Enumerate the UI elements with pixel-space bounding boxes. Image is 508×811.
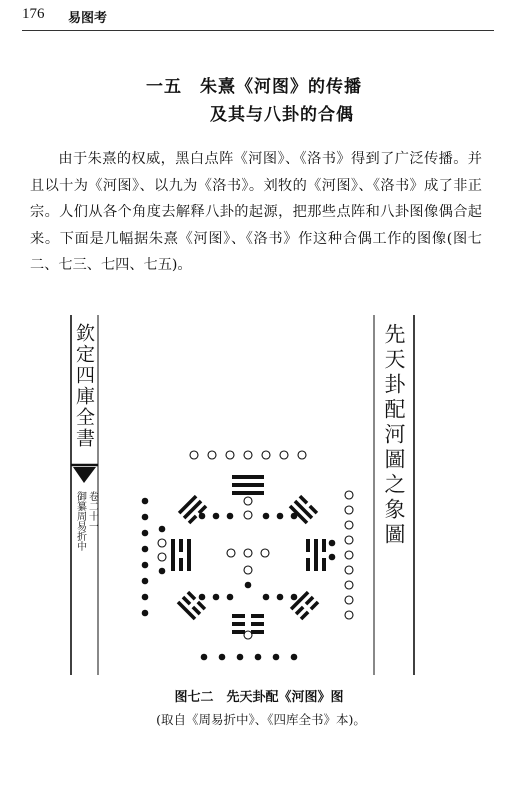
figure-source: (取自《周易折中》、《四库全书》本)。 <box>156 712 366 727</box>
section-subtitle: 及其与八卦的合偶 <box>210 105 354 125</box>
trigram-kan-icon <box>306 539 326 571</box>
fish-tail-mark-icon <box>73 467 96 483</box>
body-text <box>30 146 482 279</box>
right-col-title: 先天卦配河圖之象圖 <box>382 323 406 548</box>
left-col-title: 欽定四庫全書 <box>73 323 95 449</box>
header-rule <box>22 30 494 31</box>
paragraph: 由于朱熹的权威，黑白点阵《河图》、《洛书》得到了广泛传播。并且以十为《河图》、以九为《洛书》。刘牧的《河图》、《洛书》成了非正宗。人们从各个角度去解释八卦的起源，把那些点阵和八卦图像偶合起来。下面是几幅据朱熹《河图》、《洛书》作这种合偶工作的图像(图七二、七三、七四、七五)。 <box>30 151 482 273</box>
page-number: 176 <box>22 6 45 22</box>
trigram-qian-icon <box>232 475 264 495</box>
page-header <box>22 6 492 28</box>
trigram-dui-icon <box>178 495 207 524</box>
hetu-diagram <box>66 305 426 677</box>
section-title: 一五 朱熹《河图》的传播 <box>146 77 362 97</box>
left-col-sub2: 卷二十一 <box>86 491 98 531</box>
white-dots-top <box>190 451 306 459</box>
running-head: 易图考 <box>68 11 108 26</box>
trigram-li-icon <box>171 539 191 571</box>
left-col-sub1: 御纂周易折中 <box>74 491 86 551</box>
black-dots-bottom <box>201 654 298 661</box>
white-dots-right <box>345 491 353 619</box>
trigram-xun-icon <box>289 495 318 524</box>
figure-hetu <box>66 305 426 677</box>
black-dots-left <box>142 498 149 617</box>
figure-caption: 图七二 先天卦配《河图》图 <box>174 690 344 705</box>
